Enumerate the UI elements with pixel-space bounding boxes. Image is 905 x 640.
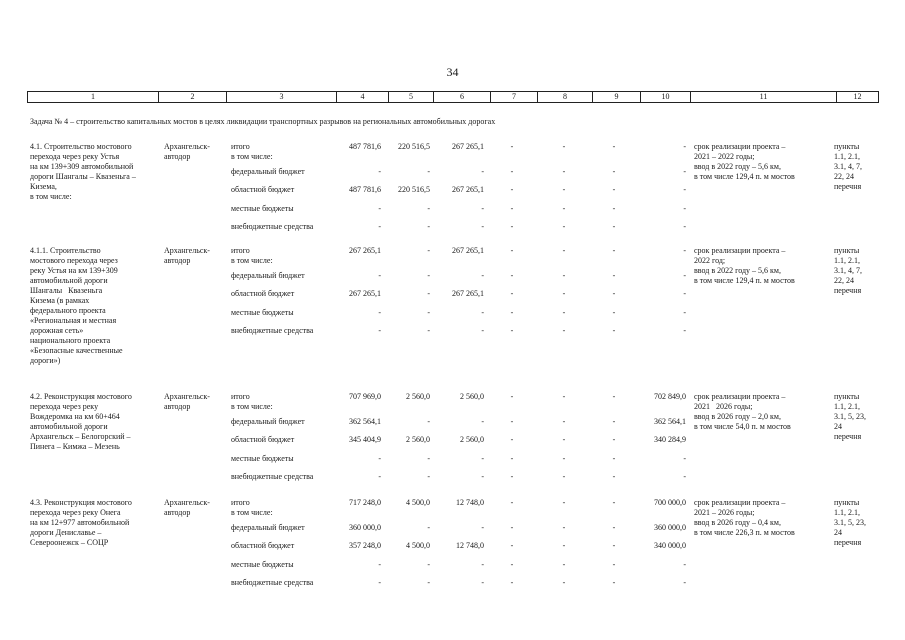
- amount-c7: -: [510, 472, 514, 481]
- header-col-3: 3: [227, 92, 337, 103]
- amount-c8: -: [562, 578, 566, 587]
- amount-c9: -: [612, 222, 616, 231]
- amount-c10: -: [683, 246, 686, 255]
- amount-c7: -: [510, 326, 514, 335]
- measure-name: 4.2. Реконструкция мостового перехода через реку Вождеромка на км 60+464 автомобильной дороги Архангельск – Белогорский – Пинега – Кимжа – Мезень: [30, 392, 132, 451]
- amount-c7: -: [510, 167, 514, 176]
- expected-result: срок реализации проекта – 2021 – 2026 годы; ввод в 2026 году – 0,4 км, в том числе 226,3 п. м мостов: [694, 498, 795, 537]
- amount-c5: -: [427, 222, 430, 231]
- funding-source: федеральный бюджет: [231, 271, 305, 280]
- funding-source: итого в том числе:: [231, 246, 273, 265]
- amount-c6: -: [481, 222, 484, 231]
- amount-c6: 267 265,1: [452, 289, 484, 298]
- amount-c10: -: [683, 326, 686, 335]
- amount-c5: -: [427, 204, 430, 213]
- amount-c9: -: [612, 142, 616, 151]
- amount-c8: -: [562, 271, 566, 280]
- amount-c9: -: [612, 185, 616, 194]
- amount-c7: -: [510, 454, 514, 463]
- amount-c6: -: [481, 271, 484, 280]
- expected-result: срок реализации проекта – 2021 2026 годы; ввод в 2026 году – 2,0 км, в том числе 54,0 п. м мостов: [694, 392, 791, 431]
- funding-source: федеральный бюджет: [231, 523, 305, 532]
- amount-c4: 267 265,1: [349, 246, 381, 255]
- amount-c9: -: [612, 472, 616, 481]
- amount-c6: 12 748,0: [456, 541, 484, 550]
- amount-c9: -: [612, 308, 616, 317]
- header-col-11: 11: [691, 92, 837, 103]
- funding-source: федеральный бюджет: [231, 417, 305, 426]
- amount-c9: -: [612, 523, 616, 532]
- plan-points: пункты 1.1, 2.1, 3.1, 4, 7, 22, 24 перечня: [834, 246, 862, 295]
- plan-points: пункты 1.1, 2.1, 3.1, 5, 23, 24 перечня: [834, 392, 866, 441]
- amount-c4: 717 248,0: [349, 498, 381, 507]
- funding-source: областной бюджет: [231, 185, 295, 194]
- funding-source: областной бюджет: [231, 289, 295, 298]
- amount-c7: -: [510, 435, 514, 444]
- amount-c6: 267 265,1: [452, 246, 484, 255]
- amount-c5: -: [427, 167, 430, 176]
- amount-c5: 2 560,0: [406, 392, 430, 401]
- funding-source: местные бюджеты: [231, 308, 294, 317]
- amount-c9: -: [612, 560, 616, 569]
- header-col-1: 1: [28, 92, 159, 103]
- executor: Архангельск- автодор: [164, 246, 210, 265]
- amount-c5: 220 516,5: [398, 142, 430, 151]
- amount-c8: -: [562, 454, 566, 463]
- amount-c10: -: [683, 142, 686, 151]
- amount-c4: 362 564,1: [349, 417, 381, 426]
- funding-source: федеральный бюджет: [231, 167, 305, 176]
- amount-c7: -: [510, 271, 514, 280]
- amount-c4: -: [378, 204, 381, 213]
- header-col-12: 12: [837, 92, 879, 103]
- header-col-4: 4: [337, 92, 389, 103]
- amount-c5: -: [427, 271, 430, 280]
- amount-c8: -: [562, 185, 566, 194]
- amount-c10: -: [683, 472, 686, 481]
- amount-c6: 2 560,0: [460, 435, 484, 444]
- amount-c9: -: [612, 435, 616, 444]
- amount-c10: 340 284,9: [654, 435, 686, 444]
- header-col-8: 8: [538, 92, 593, 103]
- amount-c10: -: [683, 167, 686, 176]
- amount-c6: 2 560,0: [460, 392, 484, 401]
- amount-c5: -: [427, 308, 430, 317]
- amount-c10: -: [683, 560, 686, 569]
- amount-c9: -: [612, 541, 616, 550]
- amount-c8: -: [562, 142, 566, 151]
- amount-c5: -: [427, 417, 430, 426]
- amount-c8: -: [562, 167, 566, 176]
- amount-c7: -: [510, 578, 514, 587]
- amount-c4: -: [378, 271, 381, 280]
- funding-source: итого в том числе:: [231, 498, 273, 517]
- amount-c7: -: [510, 498, 514, 507]
- amount-c8: -: [562, 246, 566, 255]
- amount-c8: -: [562, 541, 566, 550]
- amount-c4: 487 781,6: [349, 185, 381, 194]
- amount-c6: -: [481, 472, 484, 481]
- funding-source: внебюджетные средства: [231, 222, 314, 231]
- amount-c10: -: [683, 308, 686, 317]
- amount-c4: 360 000,0: [349, 523, 381, 532]
- amount-c4: -: [378, 472, 381, 481]
- amount-c10: -: [683, 454, 686, 463]
- amount-c9: -: [612, 454, 616, 463]
- amount-c6: -: [481, 578, 484, 587]
- amount-c8: -: [562, 472, 566, 481]
- amount-c10: -: [683, 222, 686, 231]
- header-col-10: 10: [641, 92, 691, 103]
- measure-name: 4.1.1. Строительство мостового перехода через реку Устья на км 139+309 автомобильной дороги Шангалы Квазеньга Кизема (в рамках федерального проекта «Региональная и местная дорожная сеть» национального проекта «Безопасные качественные дороги»): [30, 246, 123, 365]
- funding-source: итого в том числе:: [231, 392, 273, 411]
- amount-c5: -: [427, 560, 430, 569]
- amount-c9: -: [612, 417, 616, 426]
- amount-c9: -: [612, 271, 616, 280]
- header-col-6: 6: [434, 92, 491, 103]
- amount-c6: -: [481, 523, 484, 532]
- amount-c5: -: [427, 289, 430, 298]
- amount-c7: -: [510, 417, 514, 426]
- amount-c4: -: [378, 560, 381, 569]
- header-col-2: 2: [159, 92, 227, 103]
- amount-c4: 267 265,1: [349, 289, 381, 298]
- amount-c9: -: [612, 167, 616, 176]
- funding-source: областной бюджет: [231, 435, 295, 444]
- amount-c7: -: [510, 246, 514, 255]
- amount-c8: -: [562, 435, 566, 444]
- measure-name: 4.3. Реконструкция мостового перехода через реку Онега на км 12+977 автомобильной дороги Дениславье – Североонежск – СОЦР: [30, 498, 132, 547]
- amount-c9: -: [612, 204, 616, 213]
- amount-c7: -: [510, 392, 514, 401]
- amount-c6: -: [481, 308, 484, 317]
- amount-c6: -: [481, 167, 484, 176]
- amount-c5: -: [427, 523, 430, 532]
- funding-source: внебюджетные средства: [231, 578, 314, 587]
- amount-c6: -: [481, 417, 484, 426]
- amount-c5: -: [427, 472, 430, 481]
- amount-c6: 12 748,0: [456, 498, 484, 507]
- amount-c10: -: [683, 271, 686, 280]
- measure-name: 4.1. Строительство мостового перехода через реку Устья на км 139+309 автомобильной дороги Шангалы – Квазеньга – Кизема, в том числе:: [30, 142, 136, 201]
- expected-result: срок реализации проекта – 2022 год; ввод в 2022 году – 5,6 км, в том числе 129,4 п. м мостов: [694, 246, 795, 285]
- plan-points: пункты 1.1, 2.1, 3.1, 4, 7, 22, 24 перечня: [834, 142, 862, 191]
- amount-c8: -: [562, 222, 566, 231]
- funding-source: внебюджетные средства: [231, 472, 314, 481]
- amount-c7: -: [510, 541, 514, 550]
- amount-c4: -: [378, 167, 381, 176]
- amount-c5: -: [427, 326, 430, 335]
- amount-c6: -: [481, 204, 484, 213]
- funding-source: местные бюджеты: [231, 454, 294, 463]
- amount-c8: -: [562, 308, 566, 317]
- funding-source: местные бюджеты: [231, 204, 294, 213]
- executor: Архангельск- автодор: [164, 392, 210, 411]
- amount-c5: -: [427, 454, 430, 463]
- amount-c8: -: [562, 498, 566, 507]
- amount-c7: -: [510, 142, 514, 151]
- amount-c6: -: [481, 560, 484, 569]
- amount-c9: -: [612, 246, 616, 255]
- amount-c7: -: [510, 308, 514, 317]
- amount-c7: -: [510, 204, 514, 213]
- header-col-7: 7: [491, 92, 538, 103]
- amount-c4: 707 969,0: [349, 392, 381, 401]
- amount-c7: -: [510, 289, 514, 298]
- amount-c6: 267 265,1: [452, 185, 484, 194]
- amount-c9: -: [612, 392, 616, 401]
- amount-c7: -: [510, 560, 514, 569]
- amount-c4: -: [378, 454, 381, 463]
- page-number: 34: [446, 65, 459, 79]
- amount-c5: 4 500,0: [406, 541, 430, 550]
- amount-c5: -: [427, 246, 430, 255]
- amount-c6: 267 265,1: [452, 142, 484, 151]
- funding-source: итого в том числе:: [231, 142, 273, 161]
- executor: Архангельск- автодор: [164, 142, 210, 161]
- amount-c5: 4 500,0: [406, 498, 430, 507]
- amount-c10: 360 000,0: [654, 523, 686, 532]
- amount-c9: -: [612, 498, 616, 507]
- amount-c7: -: [510, 523, 514, 532]
- amount-c4: 487 781,6: [349, 142, 381, 151]
- amount-c10: 340 000,0: [654, 541, 686, 550]
- amount-c8: -: [562, 417, 566, 426]
- header-col-9: 9: [593, 92, 641, 103]
- amount-c8: -: [562, 204, 566, 213]
- amount-c8: -: [562, 523, 566, 532]
- amount-c4: -: [378, 578, 381, 587]
- amount-c5: 2 560,0: [406, 435, 430, 444]
- funding-source: областной бюджет: [231, 541, 295, 550]
- amount-c10: 362 564,1: [654, 417, 686, 426]
- header-col-5: 5: [389, 92, 434, 103]
- amount-c9: -: [612, 289, 616, 298]
- column-number-header: [27, 91, 879, 103]
- amount-c10: -: [683, 289, 686, 298]
- amount-c7: -: [510, 222, 514, 231]
- funding-source: внебюджетные средства: [231, 326, 314, 335]
- amount-c6: -: [481, 454, 484, 463]
- amount-c4: -: [378, 326, 381, 335]
- amount-c10: 702 849,0: [654, 392, 686, 401]
- executor: Архангельск- автодор: [164, 498, 210, 517]
- expected-result: срок реализации проекта – 2021 – 2022 годы; ввод в 2022 году – 5,6 км, в том числе 129,4 п. м мостов: [694, 142, 795, 181]
- amount-c4: 345 404,9: [349, 435, 381, 444]
- amount-c4: 357 248,0: [349, 541, 381, 550]
- amount-c5: 220 516,5: [398, 185, 430, 194]
- funding-source: местные бюджеты: [231, 560, 294, 569]
- amount-c8: -: [562, 326, 566, 335]
- amount-c6: -: [481, 326, 484, 335]
- amount-c8: -: [562, 289, 566, 298]
- amount-c10: 700 000,0: [654, 498, 686, 507]
- amount-c8: -: [562, 392, 566, 401]
- amount-c4: -: [378, 308, 381, 317]
- amount-c5: -: [427, 578, 430, 587]
- amount-c10: -: [683, 185, 686, 194]
- plan-points: пункты 1.1, 2.1, 3.1, 5, 23, 24 перечня: [834, 498, 866, 547]
- amount-c10: -: [683, 578, 686, 587]
- amount-c8: -: [562, 560, 566, 569]
- amount-c4: -: [378, 222, 381, 231]
- amount-c10: -: [683, 204, 686, 213]
- amount-c9: -: [612, 326, 616, 335]
- amount-c7: -: [510, 185, 514, 194]
- task-title: Задача № 4 – строительство капитальных мостов в целях ликвидации транспортных разрывов на региональных автомобильных дорогах: [30, 117, 496, 126]
- amount-c9: -: [612, 578, 616, 587]
